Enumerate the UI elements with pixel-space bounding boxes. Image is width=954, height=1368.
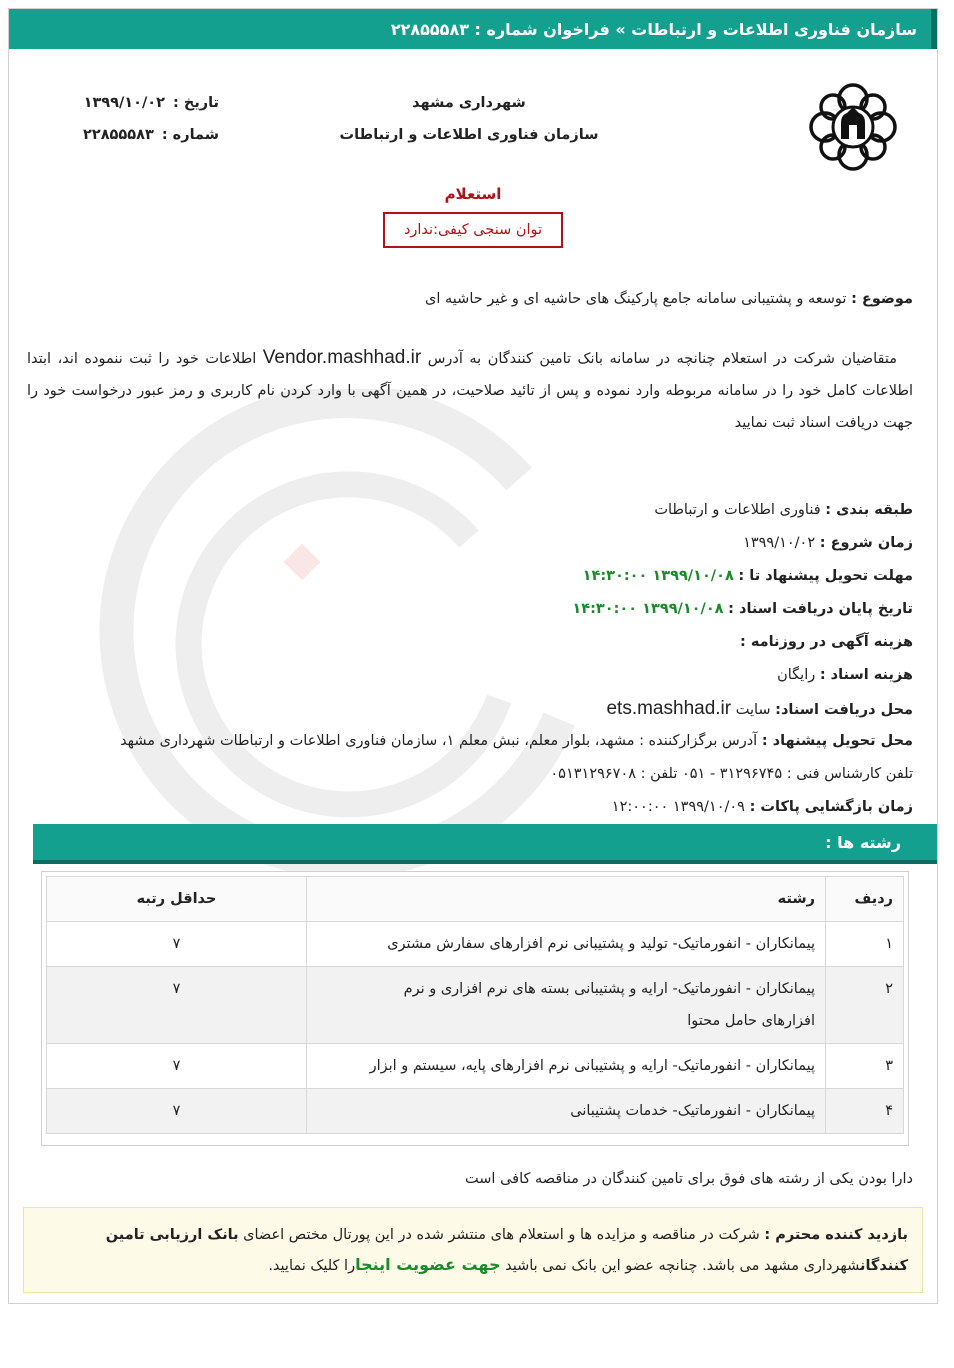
table-row <box>47 1089 904 1134</box>
header-field: رشته <box>307 877 826 922</box>
subject-label: موضوع : <box>851 291 913 307</box>
deadline-value: ۱۳۹۹/۱۰/۰۸ ۱۴:۳۰:۰۰ <box>582 568 734 584</box>
fields-section-header <box>33 824 937 864</box>
fields-title: رشته ها : <box>825 832 901 852</box>
org-name-line1: شهرداری مشهد <box>412 95 526 111</box>
document-meta <box>39 87 219 151</box>
doc-place-row <box>27 692 913 725</box>
mashhad-municipality-logo-icon <box>807 81 899 173</box>
ad-cost-label: هزینه آگهی در روزنامه : <box>739 634 913 650</box>
doc-end-row <box>27 593 913 626</box>
delivery-value: آدرس برگزارکننده : مشهد، بلوار معلم، نبش معلم ۱، سازمان فناوری اطلاعات و ارتباطات شهرداری مشهد <box>120 733 758 749</box>
row-number: ۱ <box>826 922 904 967</box>
organization-heading <box>309 87 629 151</box>
start-value: ۱۳۹۹/۱۰/۰۲ <box>743 535 816 551</box>
page-header-title: سازمان فناوری اطلاعات و ارتباطات » فراخوان شماره : ۲۲۸۵۵۵۸۳ <box>390 19 917 39</box>
document-page <box>8 8 938 1304</box>
table-row <box>47 922 904 967</box>
vendor-bank-name: بانک ارزیابی تامین کنندگان <box>105 1227 908 1274</box>
deadline-label: مهلت تحویل پیشنهاد تا : <box>738 568 913 584</box>
subject-line <box>33 291 913 307</box>
row-number: ۳ <box>826 1044 904 1089</box>
deadline-row <box>27 560 913 593</box>
fields-note: دارا بودن یکی از رشته های فوق برای تامین کنندگان در مناقصه کافی است <box>465 1171 913 1187</box>
row-field: پیمانکاران - انفورماتیک- تولید و پشتیبانی نرم افزارهای سفارش مشتری <box>307 922 826 967</box>
doc-place-label: محل دریافت اسناد: <box>775 702 913 718</box>
number-row <box>39 119 219 151</box>
membership-link[interactable]: جهت عضویت اینجا <box>355 1255 501 1274</box>
tender-details <box>27 494 913 824</box>
delivery-label: محل تحویل پیشنهاد : <box>761 733 913 749</box>
doc-place-prefix: سایت <box>735 702 771 718</box>
category-row <box>27 494 913 527</box>
table-row <box>47 1044 904 1089</box>
row-field: پیمانکاران - انفورماتیک- ارایه و پشتیبانی بسته های نرم افزاری و نرم افزارهای حامل محتوا <box>307 967 826 1044</box>
start-row <box>27 527 913 560</box>
visitor-text-2: شهرداری مشهد می باشد. چنانچه عضو این بانک نمی باشید <box>505 1258 861 1274</box>
delivery-row <box>27 725 913 758</box>
header-min-grade: حداقل رتبه <box>47 877 307 922</box>
table-header-row <box>47 877 904 922</box>
vendor-site-link[interactable]: Vendor.mashhad.ir <box>262 347 422 368</box>
opening-label: زمان بازگشایی پاکات : <box>749 799 913 815</box>
date-value: ۱۳۹۹/۱۰/۰۲ <box>83 95 166 111</box>
number-value: ۲۲۸۵۵۵۸۳ <box>83 127 154 143</box>
row-field: پیمانکاران - انفورماتیک- ارایه و پشتیبانی نرم افزارهای پایه، سیستم و ابزار <box>307 1044 826 1089</box>
opening-row <box>27 791 913 824</box>
visitor-text-1: شرکت در مناقصه و مزایده ها و استعلام های منتشر شده در این پورتال مختص اعضای <box>243 1227 760 1243</box>
row-grade: ۷ <box>47 967 307 1044</box>
inquiry-title: استعلام <box>444 185 502 203</box>
fields-table <box>46 876 904 1134</box>
row-grade: ۷ <box>47 1044 307 1089</box>
page-header-bar <box>9 9 937 49</box>
subject-value: توسعه و پشتیبانی سامانه جامع پارکینگ های حاشیه ای و غیر حاشیه ای <box>425 291 847 307</box>
doc-cost-value: رایگان <box>777 667 816 683</box>
ad-cost-row <box>27 626 913 659</box>
intro-paragraph <box>27 342 913 439</box>
category-value: فناوری اطلاعات و ارتباطات <box>654 502 821 518</box>
intro-text-1: متقاضیان شرکت در استعلام چنانچه در سامانه بانک تامین کنندگان به آدرس <box>427 351 898 367</box>
doc-cost-row <box>27 659 913 692</box>
phone-row: تلفن کارشناس فنی : ۳۱۲۹۶۷۴۵ - ۰۵۱ تلفن : ۰۵۱۳۱۲۹۶۷۰۸ <box>550 766 913 782</box>
row-field: پیمانکاران - انفورماتیک- خدمات پشتیبانی <box>307 1089 826 1134</box>
intro-text-2: اطلاعات خود را ثبت ننموده اند، ابتدا اطلاعات کامل خود را در سامانه مربوطه وارد نموده و پس از تائید صلاحیت، در همین آگهی با وارد کردن نام کاربری و رمز عبور درخواست خود را جهت دریافت اسناد ثبت نمایید <box>27 351 913 431</box>
visitor-notice-box <box>23 1207 923 1293</box>
visitor-label: بازدید کننده محترم : <box>764 1227 908 1243</box>
org-name-line2: سازمان فناوری اطلاعات و ارتباطات <box>339 127 599 143</box>
doc-cost-label: هزینه اسناد : <box>819 667 913 683</box>
header-row-number: ردیف <box>826 877 904 922</box>
quality-assessment-box: توان سنجی کیفی:ندارد <box>383 212 563 248</box>
visitor-text-3: را کلیک نمایید. <box>268 1258 356 1274</box>
number-label: شماره : <box>161 127 219 143</box>
doc-end-label: تاریخ پایان دریافت اسناد : <box>728 601 913 617</box>
start-label: زمان شروع : <box>819 535 913 551</box>
row-grade: ۷ <box>47 1089 307 1134</box>
row-number: ۴ <box>826 1089 904 1134</box>
date-row <box>39 87 219 119</box>
table-row <box>47 967 904 1044</box>
category-label: طبقه بندی : <box>825 502 913 518</box>
row-grade: ۷ <box>47 922 307 967</box>
ets-site-link[interactable]: ets.mashhad.ir <box>606 698 732 719</box>
doc-end-value: ۱۳۹۹/۱۰/۰۸ ۱۴:۳۰:۰۰ <box>572 601 724 617</box>
date-label: تاریخ : <box>173 95 219 111</box>
fields-table-container <box>41 871 909 1146</box>
opening-value: ۱۳۹۹/۱۰/۰۹ ۱۲:۰۰:۰۰ <box>611 799 745 815</box>
row-number: ۲ <box>826 967 904 1044</box>
